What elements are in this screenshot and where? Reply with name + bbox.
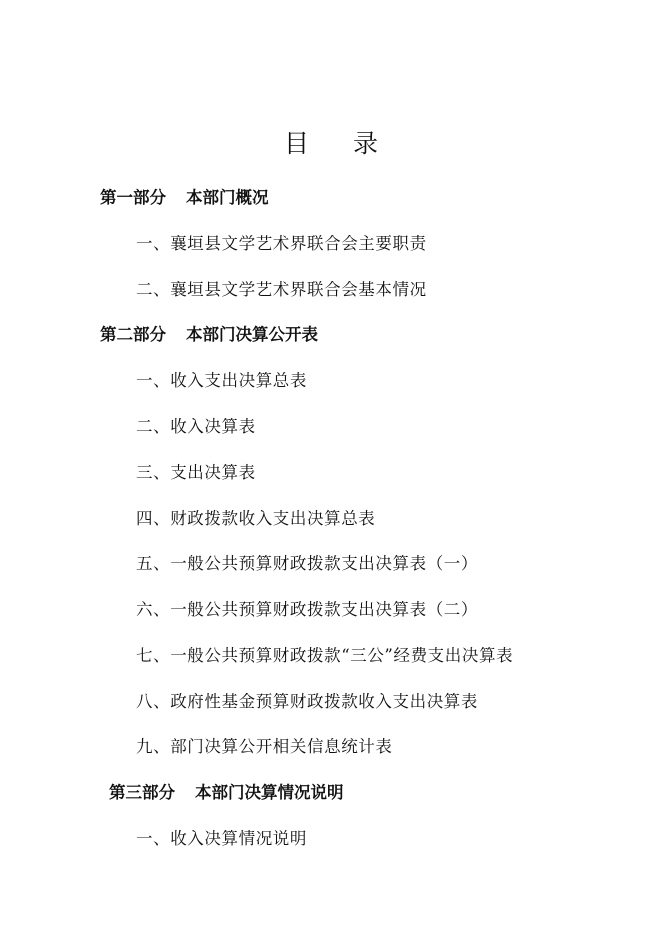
toc-item: 二、收入决算表 [136, 417, 256, 436]
page-title: 目 录 [284, 129, 396, 158]
toc-item: 八、政府性基金预算财政拨款收入支出决算表 [136, 692, 478, 711]
toc-item: 六、一般公共预算财政拨款支出决算表（二） [136, 600, 478, 619]
toc-item: 一、襄垣县文学艺术界联合会主要职责 [136, 234, 427, 253]
part-name: 本部门概况 [186, 188, 269, 207]
part-heading-3 [109, 779, 344, 803]
part-name: 本部门决算公开表 [186, 325, 318, 344]
toc-item: 一、收入决算情况说明 [136, 829, 307, 848]
part-label: 第三部分 [109, 783, 175, 802]
part-heading-2 [100, 321, 318, 345]
toc-item: 五、一般公共预算财政拨款支出决算表（一） [136, 554, 478, 573]
part-heading-1 [100, 184, 269, 208]
toc-item: 二、襄垣县文学艺术界联合会基本情况 [136, 280, 427, 299]
toc-item: 三、支出决算表 [136, 463, 256, 482]
toc-item: 九、部门决算公开相关信息统计表 [136, 737, 393, 756]
part-label: 第一部分 [100, 188, 166, 207]
part-name: 本部门决算情况说明 [195, 783, 344, 802]
toc-item: 四、财政拨款收入支出决算总表 [136, 509, 376, 528]
part-label: 第二部分 [100, 325, 166, 344]
toc-item: 一、收入支出决算总表 [136, 371, 307, 390]
toc-item: 七、一般公共预算财政拨款“三公”经费支出决算表 [136, 646, 514, 665]
